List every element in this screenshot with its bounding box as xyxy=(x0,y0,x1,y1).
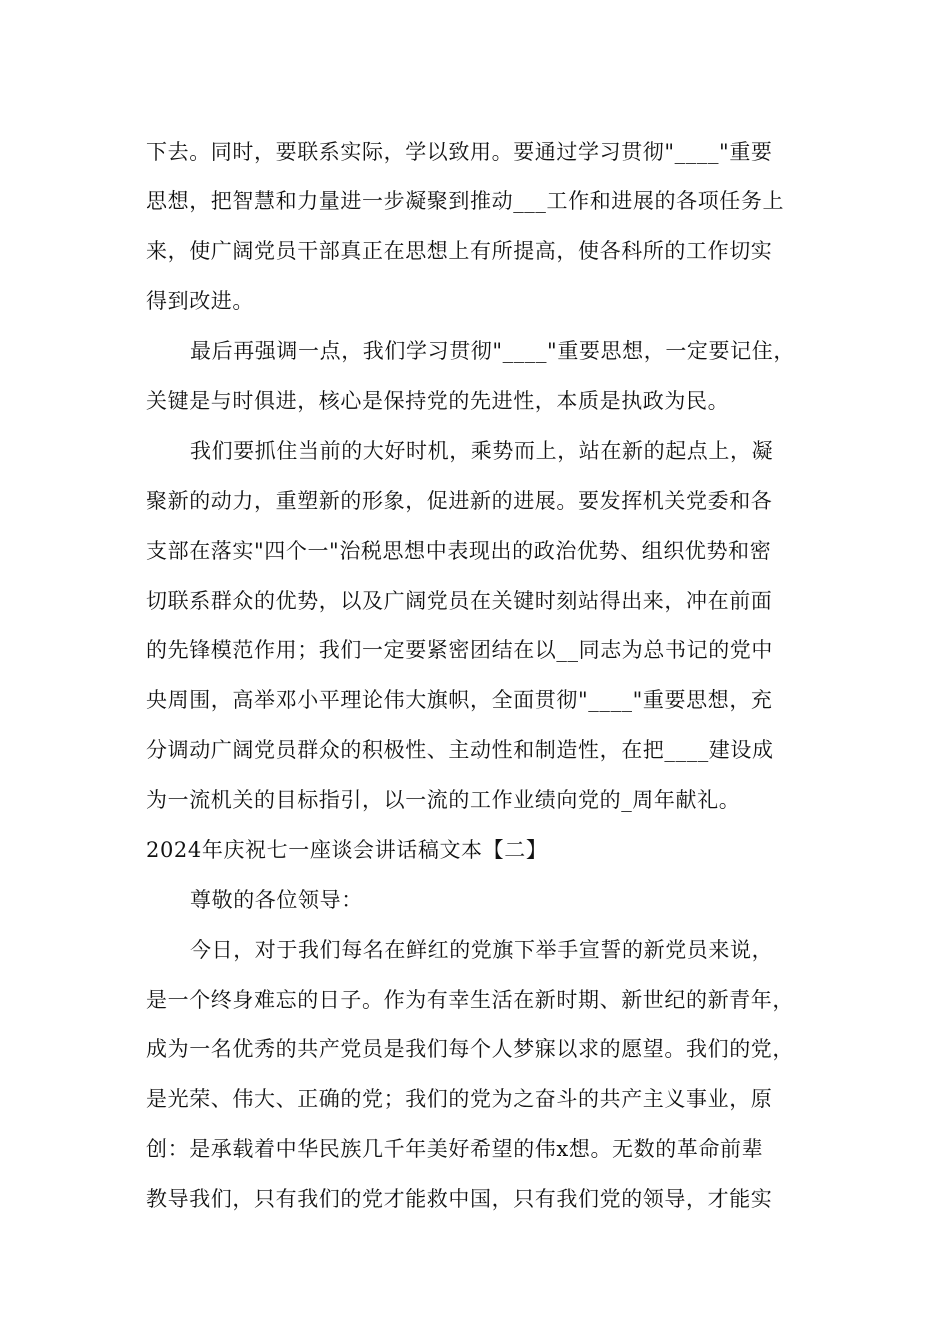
text-line: 切联系群众的优势，以及广阔党员在关键时刻站得出来，冲在前面 xyxy=(146,589,773,613)
text-line: 得到改进。 xyxy=(146,289,254,313)
text-line: 是一个终身难忘的日子。作为有幸生活在新时期、新世纪的新青年， xyxy=(146,988,794,1012)
text-line: 分调动广阔党员群众的积极性、主动性和制造性，在把____建设成 xyxy=(146,738,774,762)
text-line: 为一流机关的目标指引，以一流的工作业绩向党的_周年献礼。 xyxy=(146,788,741,812)
text-line: 聚新的动力，重塑新的形象，促进新的进展。要发挥机关党委和各 xyxy=(146,489,773,513)
text-line: 教导我们，只有我们的党才能救中国，只有我们党的领导，才能实 xyxy=(146,1187,773,1211)
text-line: 关键是与时俱进，核心是保持党的先进性，本质是执政为民。 xyxy=(146,389,730,413)
text-line: 创：是承载着中华民族几千年美好希望的伟x想。无数的革命前辈 xyxy=(146,1137,764,1161)
text-line: 思想，把智慧和力量进一步凝聚到推动___工作和进展的各项任务上 xyxy=(146,189,785,213)
text-line: 来，使广阔党员干部真正在思想上有所提高，使各科所的工作切实 xyxy=(146,239,773,263)
text-line: 是光荣、伟大、正确的党；我们的党为之奋斗的共产主义事业，原 xyxy=(146,1087,773,1111)
text-line: 支部在落实"四个一"治税思想中表现出的政治优势、组织优势和密 xyxy=(146,539,772,563)
text-line: 成为一名优秀的共产党员是我们每个人梦寐以求的愿望。我们的党， xyxy=(146,1037,794,1061)
salutation-line: 尊敬的各位领导： xyxy=(190,888,363,912)
paragraph-start-line: 最后再强调一点，我们学习贯彻"____"重要思想，一定要记住， xyxy=(190,339,795,363)
section-heading: 2024年庆祝七一座谈会讲话稿文本【二】 xyxy=(146,838,548,862)
text-line: 央周围，高举邓小平理论伟大旗帜，全面贯彻"____"重要思想，充 xyxy=(146,688,773,712)
text-line: 的先锋模范作用；我们一定要紧密团结在以__同志为总书记的党中 xyxy=(146,638,773,662)
paragraph-start-line: 今日，对于我们每名在鲜红的党旗下举手宣誓的新党员来说， xyxy=(190,938,774,962)
text-line: 下去。同时，要联系实际，学以致用。要通过学习贯彻"____"重要 xyxy=(146,140,773,164)
paragraph-start-line: 我们要抓住当前的大好时机，乘势而上，站在新的起点上，凝 xyxy=(190,439,774,463)
